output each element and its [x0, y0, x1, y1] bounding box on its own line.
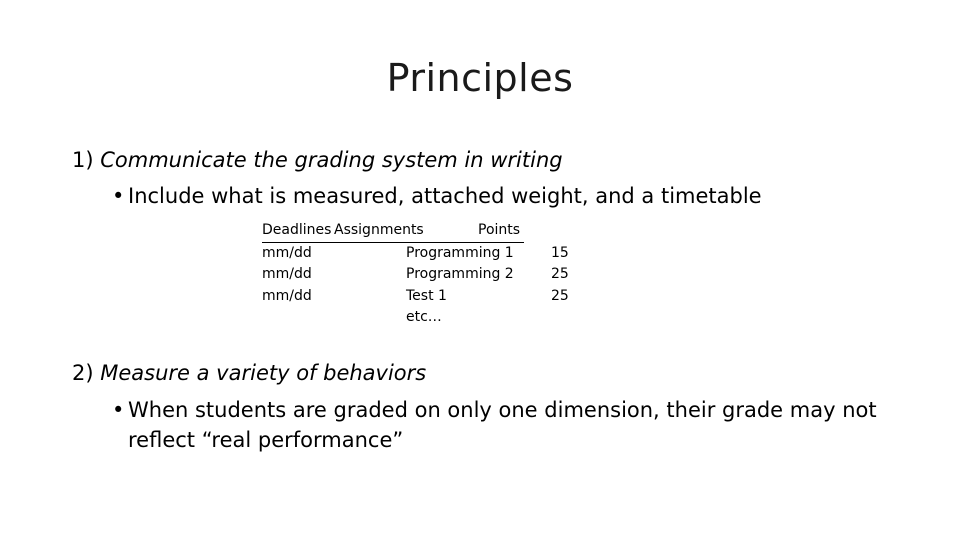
cell-points: 25: [551, 266, 569, 282]
cell-points: 15: [551, 244, 569, 261]
principle-1-number: 1): [72, 148, 94, 172]
principle-1-detail: [112, 181, 912, 211]
principle-2-detail: [112, 395, 912, 455]
cell-assignment: etc…: [406, 309, 442, 325]
cell-deadline: mm/dd: [262, 244, 312, 261]
cell-deadline: mm/dd: [262, 266, 312, 282]
principle-2-text: Measure a variety of behaviors: [100, 361, 427, 385]
cell-assignment: Programming 2: [406, 266, 514, 282]
table-row: [262, 286, 569, 308]
slide-title: Principles: [386, 56, 574, 100]
principle-1: [72, 148, 563, 172]
header-deadlines: Deadlines: [262, 222, 332, 238]
principle-2-detail-text: When students are graded on only one dimension, their grade may not reflect “real performance”: [128, 398, 877, 452]
table-row: [262, 264, 569, 286]
principle-2-number: 2): [72, 361, 94, 385]
cell-points: 25: [551, 287, 569, 304]
grading-table: [262, 220, 569, 329]
cell-assignment: Programming 1: [406, 244, 514, 261]
principle-2: [72, 361, 426, 385]
bullet-icon: •: [112, 184, 125, 208]
grading-table-header: [262, 220, 524, 243]
principle-1-detail-text: Include what is measured, attached weight, and a timetable: [128, 184, 762, 208]
header-points: Points: [478, 222, 521, 238]
table-row: [262, 307, 524, 329]
table-row: [262, 243, 569, 265]
bullet-icon: •: [112, 398, 125, 422]
cell-assignment: Test 1: [406, 287, 447, 304]
cell-deadline: mm/dd: [262, 287, 312, 304]
principle-1-text: Communicate the grading system in writing: [100, 148, 563, 172]
header-assignments: Assignments: [334, 222, 424, 238]
